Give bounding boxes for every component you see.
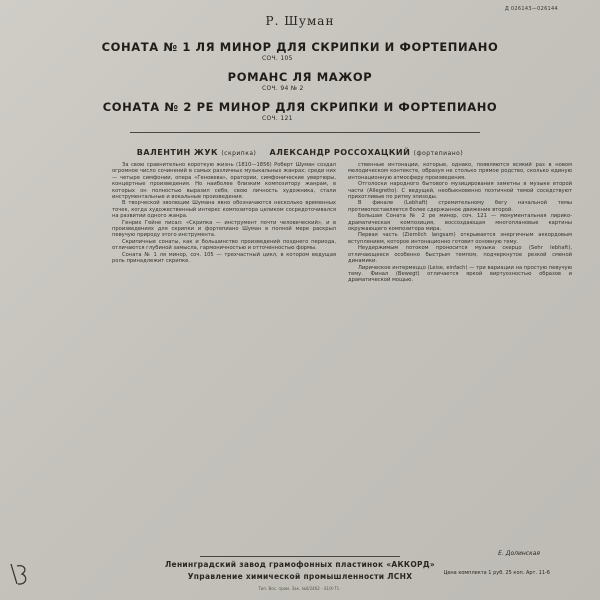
publisher-line-2: Управление химической промышленности ЛСНХ: [187, 572, 413, 581]
notes-paragraph: В творческой эволюции Шумана явно обозначаются несколько временных точек, когда художественный интерес композитора целиком сосредоточивался на развитии одного жанра.: [112, 200, 336, 220]
violinist-role: (скрипка): [221, 150, 257, 157]
violinist-name: ВАЛЕНТИН ЖУК: [136, 148, 219, 157]
catalog-number: Д 026143—026144: [504, 6, 558, 12]
composer-name: Р. Шуман: [265, 14, 335, 28]
notes-paragraph: Большая Соната № 2 ре минор, соч. 121 — монументальная лирико-драматическая композиция, воссоздающая многоплановые картины окружающего композитора мира.: [348, 213, 572, 233]
liner-notes-left-column: [112, 162, 336, 265]
divider-bottom: [200, 556, 400, 557]
price-label: Цена комплекта 1 руб. 25 коп. Арт. 11-6: [443, 570, 550, 576]
work-title-1: СОНАТА № 1 ЛЯ МИНОР ДЛЯ СКРИПКИ И ФОРТЕПИАНО: [101, 40, 499, 54]
work-opus-1: СОЧ. 105: [262, 55, 293, 62]
notes-paragraph: ственные интонации, которые, однако, появляются всякий раз в новом мелодическом контексте, образуя не столько прямое родство, сколько единую интонационную атмосферу произведения.: [348, 162, 572, 181]
notes-paragraph: Соната № 1 ля минор, соч. 105 — трехчастный цикл, в котором ведущая роль принадлежит скрипке.: [112, 251, 336, 265]
work-opus-2: СОЧ. 94 № 2: [262, 85, 304, 92]
publisher-line-1: Ленинградский завод грамофонных пластинок «АККОРД»: [165, 560, 435, 569]
notes-paragraph: Отголоски народного бытового музицирования заметны в музыке второй части (Allegretto). С ведущей, необыкновенно поэтичной темой соседствуют прихотливые по ритму эпизоды.: [348, 181, 572, 201]
notes-author: Е. Долинская: [498, 550, 540, 557]
pianist-role: (фортепиано): [413, 150, 464, 157]
notes-paragraph: Неудержимым потоком проносится музыка скерцо (Sehr lebhaft), отличающееся особенно быстрым темпом, подчеркнутое резкой сменой динамики.: [348, 245, 572, 265]
notes-paragraph: Генрих Гейне писал: «Скрипка — инструмент почти человеческий», и в произведениях для скрипки и фортепиано Шуман в полной мере раскрыл певучую природу этого инструмента.: [112, 219, 336, 239]
divider-top: [130, 132, 480, 133]
work-title-3: СОНАТА № 2 РЕ МИНОР ДЛЯ СКРИПКИ И ФОРТЕПИАНО: [102, 100, 498, 114]
print-imprint: Тип. Вос. пром. Зак. №0/2462 · 41/X-71 ·: [258, 586, 342, 591]
performers-line: [0, 148, 600, 157]
notes-paragraph: Первая часть (Ziemlich langsam) открывается энергичным аккордовым вступлением, которое интонационно готовит основную тему.: [348, 232, 572, 245]
work-opus-3: СОЧ. 121: [262, 115, 293, 122]
work-title-2: РОМАНС ЛЯ МАЖОР: [227, 70, 373, 84]
handwritten-mark-icon: [8, 560, 32, 588]
pianist-name: АЛЕКСАНДР РОССОХАЦКИЙ: [269, 148, 411, 157]
notes-paragraph: Лирическое интермеццо (Leise, einfach) — три вариации на простую певучую тему. Финал (Bewegt) отличается яркой виртуозностью образов и драматической мощью.: [348, 264, 572, 284]
liner-notes-right-column: [348, 162, 572, 284]
notes-paragraph: Скрипичные сонаты, как и большинство произведений позднего периода, отличаются глубиной замысла, гармоничностью и отточенностью формы.: [112, 238, 336, 252]
notes-paragraph: В финале (Lebhaft) стремительному бегу начальной темы противопоставляется более сдержанное движение второй.: [348, 200, 572, 213]
notes-paragraph: За свою сравнительно короткую жизнь (1810—1856) Роберт Шуман создал огромное число сочинений в самых различных музыкальных жанрах; среди них — четыре симфонии, опера «Геновева», оратории, симфонические увертюры, концертные произведения. Но наиболее близким композитору жанрам, в которых он полностью выразил себя, свою личность художника, стали инструментальные и вокальные произведения.: [112, 162, 336, 201]
